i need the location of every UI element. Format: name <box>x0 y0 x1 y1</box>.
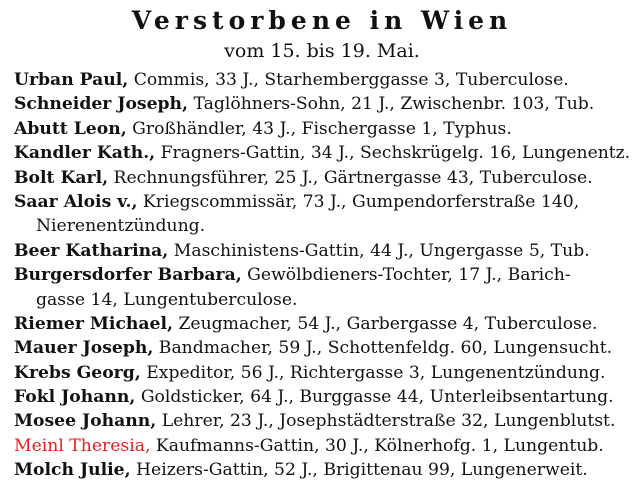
list-item <box>14 385 630 409</box>
entry-details: Gewölbdieners-Tochter, 17 J., Barich- <box>241 265 571 286</box>
entry-details: Bandmacher, 59 J., Schottenfeldg. 60, Lungensucht. <box>153 338 613 359</box>
entry-details: Rechnungsführer, 25 J., Gärtnergasse 43, Tuberculose. <box>108 167 593 188</box>
deceased-name: Mauer Joseph, <box>14 338 154 359</box>
entry-details: Kaufmanns-Gattin, 30 J., Kölnerhofg. 1, Lungentub. <box>150 435 604 456</box>
death-notice-list <box>14 68 630 483</box>
list-item <box>14 92 630 116</box>
entry-details: Kriegscommissär, 73 J., Gumpendorferstraße 140, <box>137 191 580 212</box>
date-range-subtitle: vom 15. bis 19. Mai. <box>224 40 420 62</box>
list-item <box>14 117 630 141</box>
entry-details: Maschinistens-Gattin, 44 J., Ungergasse 5, Tub. <box>168 240 590 261</box>
deceased-name: Mosee Johann, <box>14 411 157 432</box>
list-item <box>14 361 630 385</box>
entry-details: Commis, 33 J., Starhemberggasse 3, Tuberculose. <box>128 70 569 90</box>
list-item-highlighted <box>14 434 630 458</box>
entry-details: Fragners-Gattin, 34 J., Sechskrügelg. 16, Lungenentz. <box>155 143 631 164</box>
deceased-name: Burgersdorfer Barbara, <box>14 265 242 286</box>
entry-details: Goldsticker, 64 J., Burggasse 44, Unterleibsentartung. <box>135 387 614 408</box>
deceased-name: Saar Alois v., <box>14 191 138 212</box>
deceased-name: Bolt Karl, <box>14 167 109 188</box>
list-item <box>14 312 630 336</box>
list-item-continuation <box>14 214 630 238</box>
deceased-name: Krebs Georg, <box>14 362 141 383</box>
entry-details: gasse 14, Lungentuberculose. <box>36 289 298 310</box>
list-item <box>14 239 630 263</box>
deceased-name: Abutt Leon, <box>14 118 127 139</box>
list-item <box>14 409 630 433</box>
list-item <box>14 68 630 92</box>
list-item <box>14 336 630 360</box>
list-item <box>14 458 630 482</box>
deceased-name: Riemer Michael, <box>14 313 174 334</box>
list-item-continuation <box>14 288 630 312</box>
deceased-name: Fokl Johann, <box>14 387 136 408</box>
deceased-name: Urban Paul, <box>14 70 129 90</box>
entry-details: Lehrer, 23 J., Josephstädterstraße 32, Lungenblutst. <box>156 411 616 432</box>
entry-details: Großhändler, 43 J., Fischergasse 1, Typhus. <box>126 118 512 139</box>
deceased-name-highlighted: Meinl Theresia, <box>14 435 151 456</box>
entry-details: Zeugmacher, 54 J., Garbergasse 4, Tuberculose. <box>173 313 598 334</box>
entry-details: Nierenentzündung. <box>36 216 206 237</box>
deceased-name: Schneider Joseph, <box>14 94 189 115</box>
entry-details: Taglöhners-Sohn, 21 J., Zwischenbr. 103, Tub. <box>188 94 595 115</box>
entry-details: Expeditor, 56 J., Richtergasse 3, Lungenentzündung. <box>140 362 606 383</box>
page-title: Verstorbene in Wien <box>131 6 513 35</box>
list-item <box>14 141 631 165</box>
entry-details: Heizers-Gattin, 52 J., Brigittenau 99, Lungenerweit. <box>130 460 588 481</box>
deceased-name: Kandler Kath., <box>14 143 156 164</box>
deceased-name: Beer Katharina, <box>14 240 169 261</box>
list-item <box>14 263 630 287</box>
list-item <box>14 190 630 214</box>
list-item <box>14 166 630 190</box>
deceased-name: Molch Julie, <box>14 460 131 481</box>
